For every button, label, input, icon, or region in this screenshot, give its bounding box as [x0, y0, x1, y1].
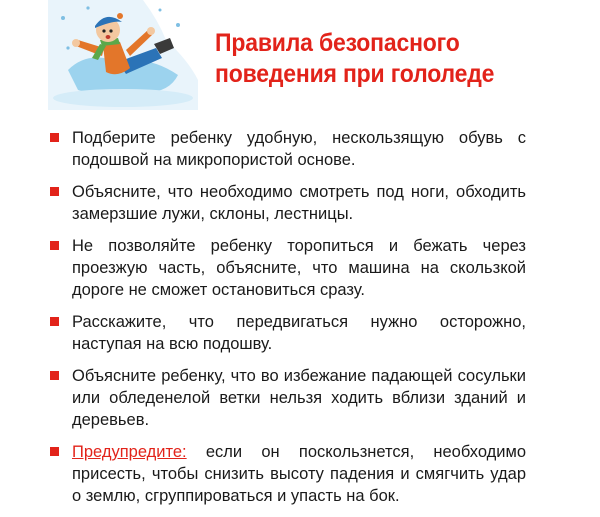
bullet-square-icon [50, 371, 59, 380]
rule-text: Подберите ребенку удобную, нескользящую обувь с подошвой на микропористой основе. [72, 129, 526, 169]
warning-label: Предупредите: [72, 443, 187, 461]
bullet-square-icon [50, 187, 59, 196]
rule-text: Объясните, что необходимо смотреть под ноги, обходить замерзшие лужи, склоны, лестницы. [72, 183, 526, 223]
warning-body: если он поскользнется, необходимо присесть, чтобы снизить высоту падения и смягчить удар о землю, сгруппироваться и упасть на бок. [72, 443, 526, 505]
bullet-square-icon [50, 241, 59, 250]
warning-text [72, 441, 526, 507]
list-item [50, 311, 526, 355]
list-item [50, 235, 526, 301]
rule-text: Объясните ребенку, что во избежание падающей сосульки или обледенелой ветки нельзя ходить вблизи зданий и деревьев. [72, 367, 526, 429]
rules-list [50, 127, 526, 517]
list-item [50, 181, 526, 225]
header [0, 0, 600, 118]
rule-text: Расскажите, что передвигаться нужно осторожно, наступая на всю подошву. [72, 313, 526, 353]
bullet-square-icon [50, 133, 59, 142]
page-title [215, 28, 555, 90]
rule-text: Не позволяйте ребенку торопиться и бежать через проезжую часть, объясните, что машина на скользкой дороге не сможет остановиться сразу. [72, 237, 526, 299]
child-slipping-on-ice-icon [48, 0, 198, 110]
list-item-warning [50, 441, 526, 507]
title-line-2: поведения при гололеде [215, 60, 495, 88]
list-item [50, 365, 526, 431]
list-item [50, 127, 526, 171]
bullet-square-icon [50, 317, 59, 326]
title-line-1: Правила безопасного [215, 29, 460, 57]
bullet-square-icon [50, 447, 59, 456]
